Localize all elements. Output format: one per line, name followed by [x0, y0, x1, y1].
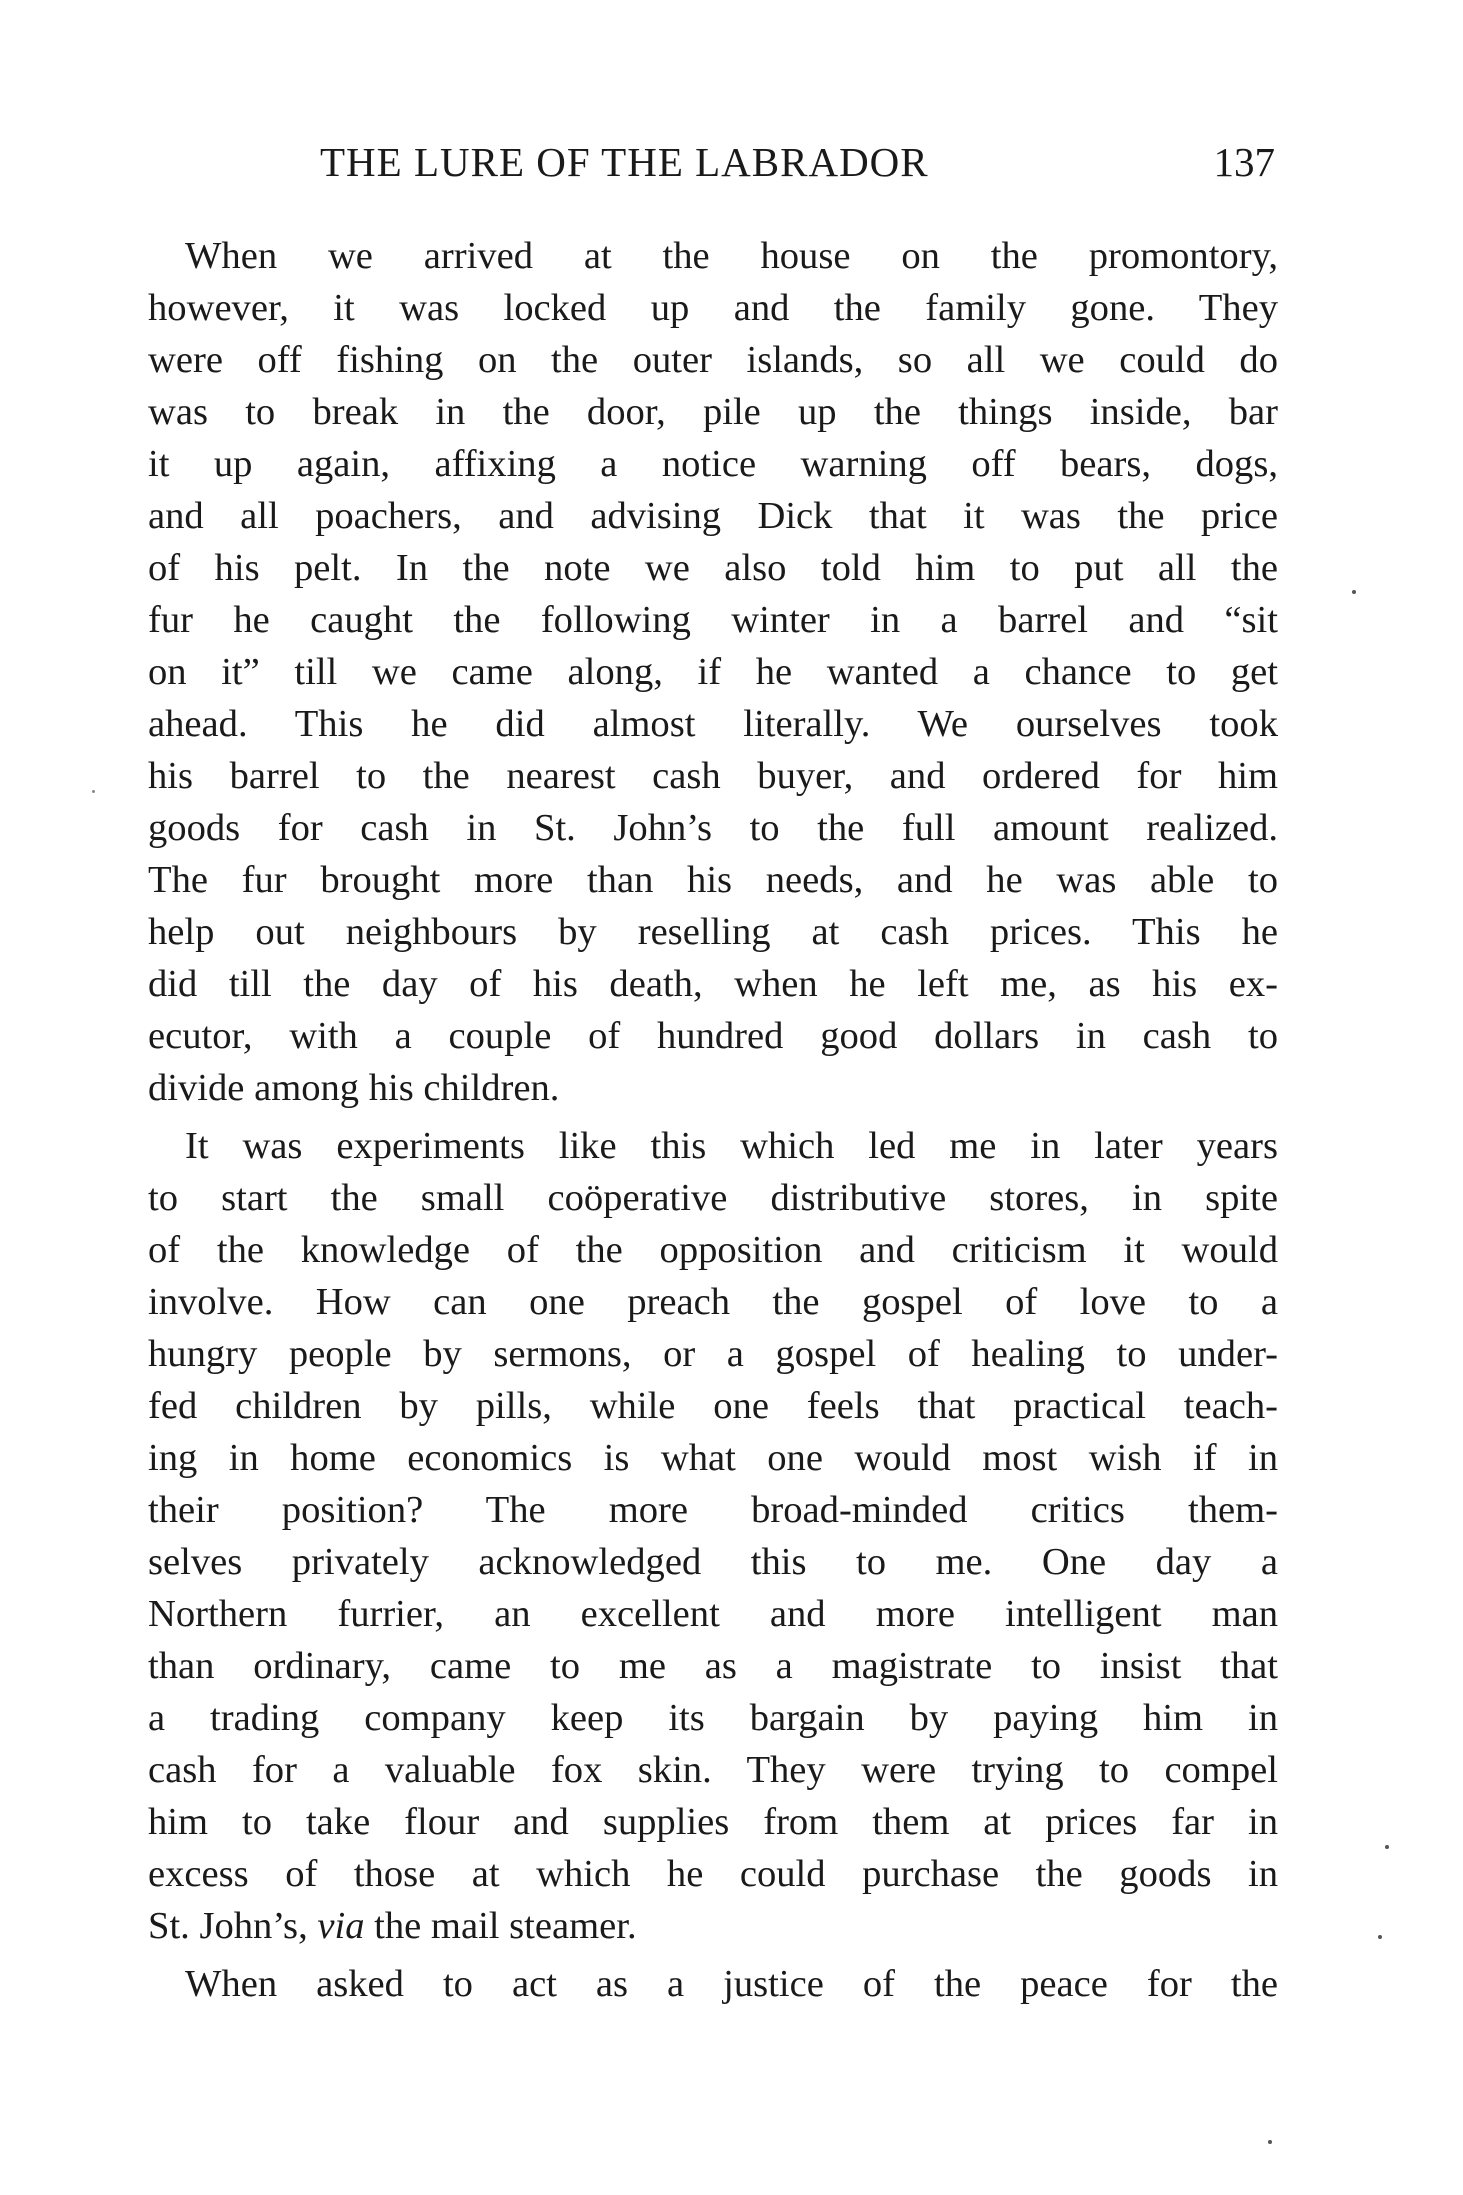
text-line: however, it was locked up and the family gone. They	[148, 287, 1278, 329]
text-line: was to break in the door, pile up the things inside, bar	[148, 391, 1278, 433]
text-line: cash for a valuable fox skin. They were trying to compel	[148, 1749, 1278, 1791]
text-line: Northern furrier, an excellent and more intelligent man	[148, 1593, 1278, 1635]
text-line: The fur brought more than his needs, and he was able to	[148, 859, 1278, 901]
text-line: his barrel to the nearest cash buyer, and ordered for him	[148, 755, 1278, 797]
text-line: selves privately acknowledged this to me. One day a	[148, 1541, 1278, 1583]
paragraph-3	[148, 1958, 1278, 2010]
text-line: it up again, affixing a notice warning off bears, dogs,	[148, 443, 1278, 485]
paragraph-1	[148, 230, 1278, 1114]
text-line: ing in home economics is what one would most wish if in	[148, 1437, 1278, 1479]
text-line: and all poachers, and advising Dick that it was the price	[148, 495, 1278, 537]
text-segment: St. John’s,	[148, 1905, 318, 1947]
scan-speck	[1385, 1845, 1389, 1849]
paragraph-2	[148, 1120, 1278, 1952]
text-line: When asked to act as a justice of the peace for the	[185, 1963, 1278, 2005]
italic-word: via	[317, 1905, 365, 1947]
text-line: excess of those at which he could purchase the goods in	[148, 1853, 1278, 1895]
text-line: divide among his children.	[148, 1067, 560, 1109]
text-line: help out neighbours by reselling at cash prices. This he	[148, 911, 1278, 953]
text-line: fur he caught the following winter in a barrel and “sit	[148, 599, 1278, 641]
text-line-final	[148, 1900, 1278, 1952]
text-line: were off fishing on the outer islands, so all we could do	[148, 339, 1278, 381]
text-line: did till the day of his death, when he left me, as his ex-	[148, 963, 1278, 1005]
text-segment: the mail steamer.	[364, 1905, 637, 1947]
text-line: of the knowledge of the opposition and criticism it would	[148, 1229, 1278, 1271]
text-line: of his pelt. In the note we also told him to put all the	[148, 547, 1278, 589]
text-line: than ordinary, came to me as a magistrate to insist that	[148, 1645, 1278, 1687]
scan-speck	[1378, 1935, 1382, 1939]
scan-speck	[92, 790, 95, 793]
text-line: fed children by pills, while one feels that practical teach-	[148, 1385, 1278, 1427]
text-line: ahead. This he did almost literally. We ourselves took	[148, 703, 1278, 745]
text-line: to start the small coöperative distributive stores, in spite	[148, 1177, 1278, 1219]
text-line: their position? The more broad-minded critics them-	[148, 1489, 1278, 1531]
text-line: goods for cash in St. John’s to the full amount realized.	[148, 807, 1278, 849]
scan-speck	[1268, 2140, 1272, 2144]
text-line: him to take flour and supplies from them at prices far in	[148, 1801, 1278, 1843]
text-line: a trading company keep its bargain by paying him in	[148, 1697, 1278, 1739]
text-line: on it” till we came along, if he wanted a chance to get	[148, 651, 1278, 693]
body-text	[148, 230, 1278, 2010]
text-line: When we arrived at the house on the promontory,	[185, 235, 1278, 277]
text-line: hungry people by sermons, or a gospel of healing to under-	[148, 1333, 1278, 1375]
text-line: involve. How can one preach the gospel of love to a	[148, 1281, 1278, 1323]
page-number: 137	[1213, 139, 1275, 185]
text-line: ecutor, with a couple of hundred good dollars in cash to	[148, 1015, 1278, 1057]
running-head	[320, 138, 1275, 194]
scan-speck	[1352, 590, 1356, 594]
running-title: THE LURE OF THE LABRADOR	[320, 139, 929, 185]
text-line: It was experiments like this which led me in later years	[185, 1125, 1278, 1167]
